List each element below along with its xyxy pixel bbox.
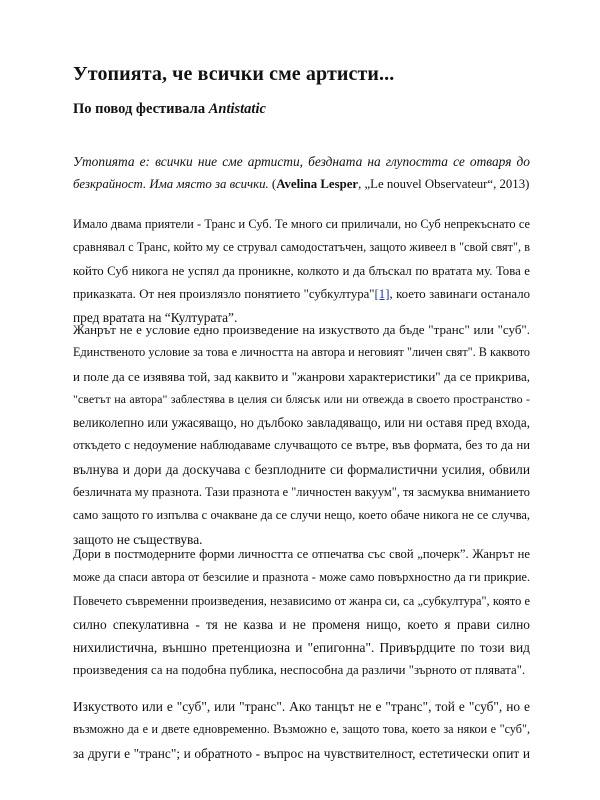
epigraph-quote: безкрайност. Има място за всички.	[73, 177, 269, 192]
paragraph-4	[73, 695, 530, 765]
paragraph-line: безличната му празнота. Тази празнота е "личностен вакуум", тя засмуква вниманието	[73, 485, 530, 500]
page-subtitle	[73, 101, 266, 118]
festival-name: Antistatic	[208, 101, 266, 117]
paragraph-line-with-footnote	[73, 283, 530, 306]
footnote-link[interactable]: [1]	[374, 286, 390, 301]
paragraph-line: Жанрът не е условие едно произведение на изкуството да бъде "транс" или "суб".	[73, 322, 530, 337]
paragraph-line: и поле да се изявява той, зад каквито и "жанрови характеристики" да се прикрива,	[73, 368, 530, 384]
epigraph	[73, 150, 530, 197]
paragraph-line: Единственото условие за това е личността на автора и неговият "личен свят". В каквото	[73, 345, 530, 360]
epigraph-author: Avelina Lesper	[276, 177, 359, 192]
epigraph-line-1: Утопията е: всички ние сме артисти, бездната на глупостта се отваря до	[73, 154, 530, 169]
paragraph-line: откъдето с недоумение наблюдаваме случващото се вътре, във формата, без то да ни	[73, 438, 530, 453]
paragraph-line: сравнявал с Транс, който му се струвал самодостатъчен, защото живеел в "свой свят", в	[73, 240, 530, 255]
paragraph-line: великолепно или ужасяващо, но дълбоко завладяващо, или ни оставя пред входа,	[73, 415, 530, 431]
paragraph-line: Повечето съвременни произведения, независимо от жанра си, са „субкултура", която е	[73, 593, 530, 608]
paragraph-line: Изкуството или е "суб", или "транс". Ако танцът не е "транс", той е "суб", но е	[73, 699, 530, 714]
paragraph-line: вълнува и дори да доскучава с безплодните си формалистични усилия, обвили	[73, 461, 530, 477]
paragraph-1	[73, 213, 530, 329]
paragraph-line: Дори в постмодерните форми личността се отпечатва със свой „почерк”. Жанрът не	[73, 547, 530, 561]
paragraph-line: само защото го изпълва с очакване да се случи нещо, което обаче никога не се случва,	[73, 508, 530, 523]
paragraph-line: силно спекулативна - тя не казва и не променя нищо, което я прави силно	[73, 616, 530, 632]
paragraph-line: Имало двама приятели - Транс и Суб. Те много си приличали, но Суб непрекъснато се	[73, 217, 530, 231]
paragraph-line: за други е "транс"; и обратното - въпрос на чувствителност, естетически опит и	[73, 745, 530, 761]
epigraph-line-2	[73, 173, 530, 196]
paragraph-line: който Суб никога не успял да проникне, колкото и да блъскал по вратата му. Това е	[73, 263, 530, 278]
epigraph-open-paren: (	[268, 177, 277, 192]
paragraph-2	[73, 318, 530, 551]
paragraph-text: , което завинаги останало	[389, 286, 530, 301]
paragraph-text: приказката. От нея произлязло понятието "субкултура"	[73, 286, 375, 301]
epigraph-source: , „Le nouvel Observateur“, 2013)	[358, 177, 530, 192]
page-title: Утопията, че всички сме артисти...	[73, 63, 395, 85]
paragraph-line: произведения са на подобна публика, неспособна да различи "зърното от плявата".	[73, 663, 526, 678]
paragraph-line: нихилистична, външно претенциозна и "епигонна". Привърдците по този вид	[73, 640, 530, 656]
subtitle-prefix: По повод фестивала	[73, 101, 209, 117]
paragraph-line: възможно да е и двете едновременно. Възможно е, защото това, което за някои е "суб",	[73, 722, 530, 737]
paragraph-line: "светът на автора" заблестява в целия си блясък или ни отвежда в своето пространство -	[73, 391, 530, 406]
paragraph-line: защото не съществува.	[73, 531, 203, 547]
paragraph-3	[73, 543, 530, 683]
paragraph-line: може да спаси автора от безсилие и празнота - може само повърхностно да ги прикрие.	[73, 570, 530, 585]
paragraph-line: пред вратата на “Културата”.	[73, 310, 238, 326]
